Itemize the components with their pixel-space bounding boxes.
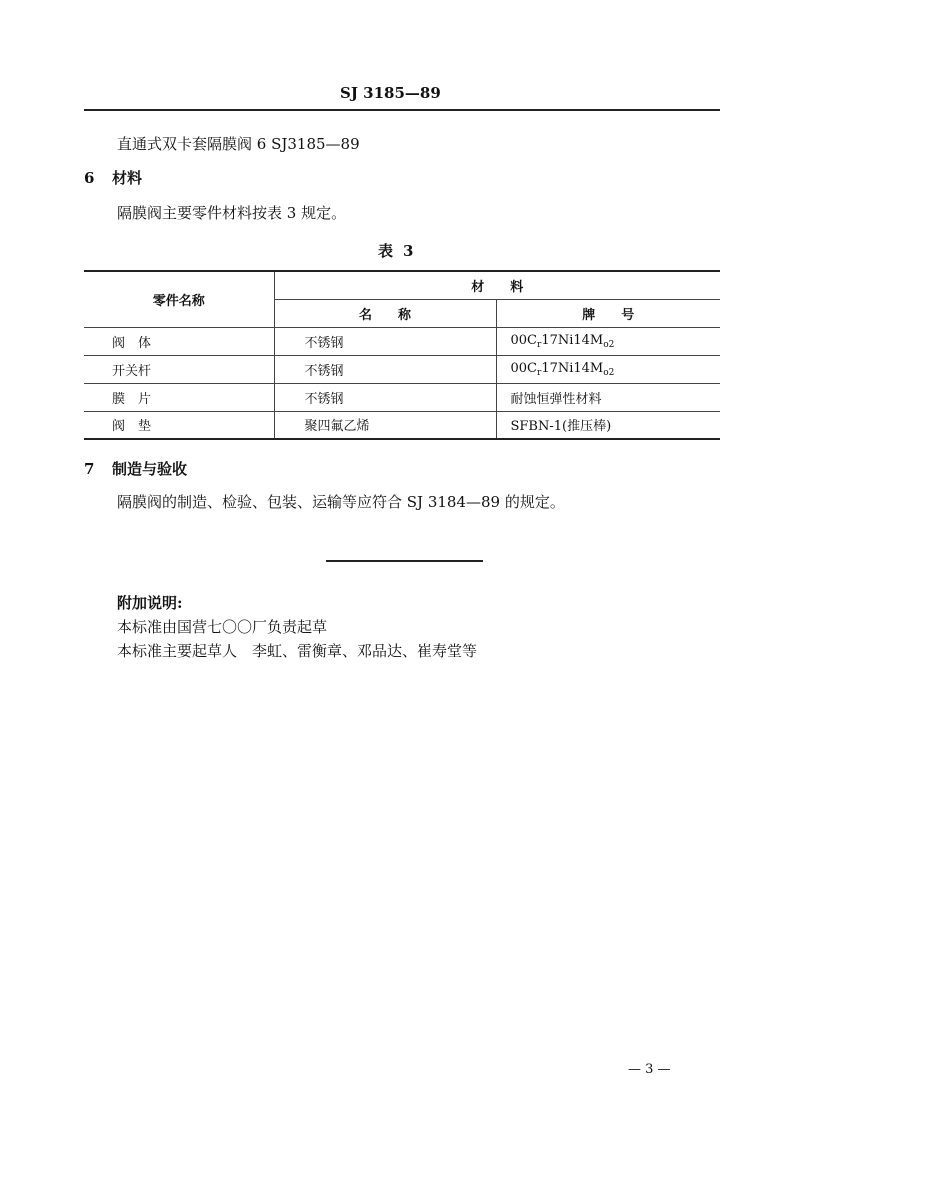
- material-grade-cell: $00C_r17Ni14M_{o2}$: [496, 327, 720, 355]
- table-row: [84, 383, 720, 411]
- header-part-name: 零件名称: [84, 271, 274, 327]
- table-row: [84, 327, 720, 355]
- section-7-title: 制造与验收: [112, 460, 188, 478]
- material-name-cell: 不锈钢: [274, 355, 496, 383]
- table-row: [84, 411, 720, 439]
- notes-line-1: 本标准由国营七〇〇厂负责起草: [117, 618, 328, 636]
- table-caption: [378, 240, 413, 261]
- header-material-grade: 牌 号: [496, 299, 720, 327]
- material-grade-cell: SFBN-1(推压棒): [496, 411, 720, 439]
- section-6-text: 隔膜阀主要零件材料按表 3 规定。: [117, 204, 347, 222]
- header-material-name: 名 称: [274, 299, 496, 327]
- materials-table: [84, 270, 720, 440]
- part-name-cell: 开关杆: [84, 355, 274, 383]
- material-name-cell: 不锈钢: [274, 383, 496, 411]
- material-name-cell: 聚四氟乙烯: [274, 411, 496, 439]
- notes-line-2: 本标准主要起草人 李虹、雷衡章、邓品达、崔寿堂等: [117, 642, 478, 660]
- table-header-row-1: [84, 271, 720, 299]
- section-7-number: 7: [84, 460, 95, 478]
- header-material: 材 料: [274, 271, 720, 299]
- section-7-heading: [84, 458, 187, 479]
- section-7-text: 隔膜阀的制造、检验、包装、运输等应符合 SJ 3184—89 的规定。: [117, 493, 565, 511]
- material-name-cell: 不锈钢: [274, 327, 496, 355]
- header-rule: [84, 109, 720, 111]
- material-grade-cell: $00C_r17Ni14M_{o2}$: [496, 355, 720, 383]
- table-caption-number: 3: [403, 242, 414, 260]
- section-6-number: 6: [84, 169, 95, 187]
- material-grade-cell: 耐蚀恒弹性材料: [496, 383, 720, 411]
- part-name-cell: 膜 片: [84, 383, 274, 411]
- table-caption-label: 表: [378, 242, 394, 260]
- end-rule: [326, 560, 483, 562]
- standard-code-header: SJ 3185—89: [340, 84, 441, 102]
- section-6-heading: [84, 167, 142, 188]
- section-6-title: 材料: [112, 169, 143, 187]
- intro-line: 直通式双卡套隔膜阀 6 SJ3185—89: [117, 135, 360, 153]
- page-number: — 3 —: [628, 1062, 671, 1077]
- part-name-cell: 阀 体: [84, 327, 274, 355]
- notes-title: 附加说明:: [117, 594, 183, 612]
- part-name-cell: 阀 垫: [84, 411, 274, 439]
- table-row: [84, 355, 720, 383]
